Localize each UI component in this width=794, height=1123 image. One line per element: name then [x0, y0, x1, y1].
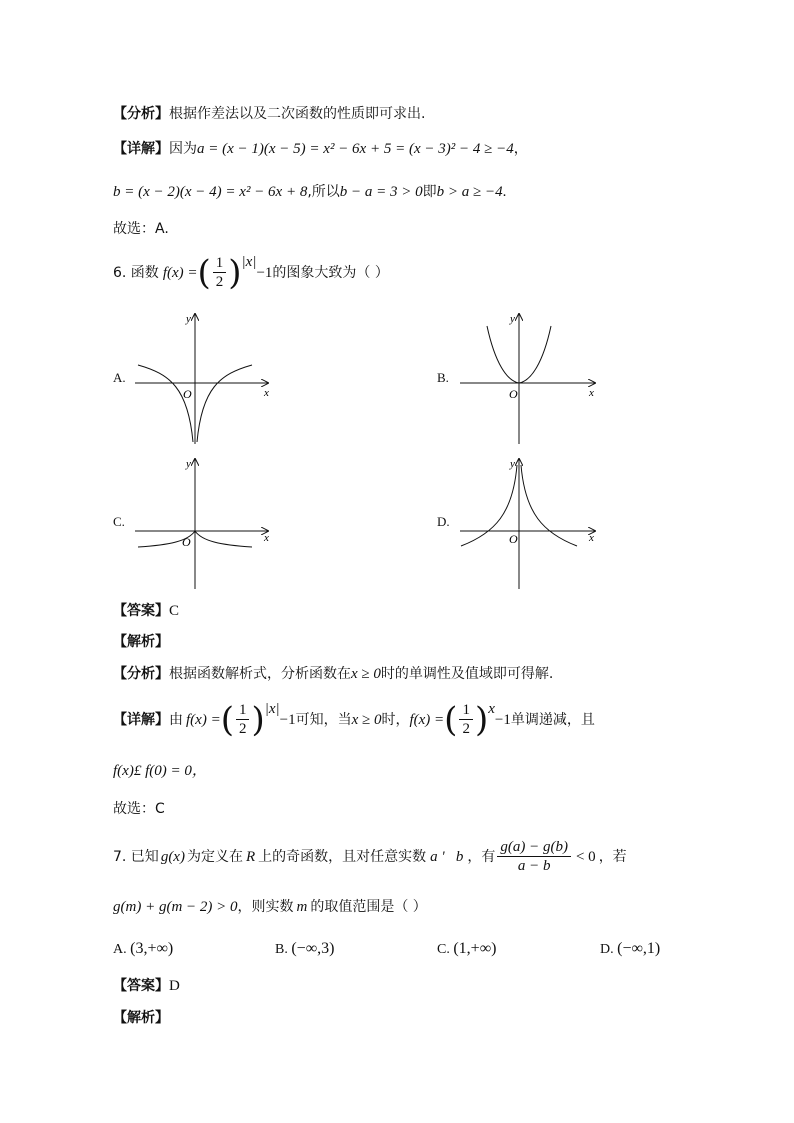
text: 上的奇函数，且对任意实数 — [258, 848, 427, 865]
fraction-den: 2 — [215, 274, 224, 290]
graph-option-d — [455, 453, 605, 593]
exponent-2: x — [488, 701, 495, 717]
inequality: < 0 — [575, 848, 596, 865]
option-value: (−∞,3) — [291, 940, 335, 957]
option-value: (−∞,1) — [617, 940, 661, 957]
paren-close: ) — [228, 252, 242, 293]
fraction-num: 1 — [236, 701, 250, 720]
detail-mid2: 时， — [381, 711, 410, 728]
analysis-line-q6 — [113, 664, 553, 684]
text-ji: 即 — [422, 184, 437, 200]
y-label: y — [186, 313, 191, 325]
curve-right — [521, 465, 577, 546]
gx: g(x) — [160, 848, 185, 865]
fraction-den: a − b — [517, 858, 551, 874]
option-value: (3,+∞) — [130, 940, 174, 957]
paren-open: ( — [197, 252, 211, 293]
detail-tag: 【详解】 — [113, 711, 169, 728]
exponent: |x| — [264, 701, 280, 717]
origin-label: O — [182, 535, 191, 549]
punct: . — [502, 184, 507, 200]
jiexi-tag-q7: 【解析】 — [113, 1010, 169, 1026]
option-b-label: B. — [437, 370, 449, 385]
question-7 — [113, 838, 627, 875]
paren-close: ) — [474, 699, 489, 740]
fraction-half — [213, 254, 227, 291]
y-label: y — [186, 458, 191, 470]
origin-label: O — [509, 387, 518, 401]
option-c — [437, 940, 496, 958]
paren-open: ( — [444, 699, 458, 740]
x-label: x — [264, 532, 269, 544]
detail-line-q6-2: f(x)£ f(0) = 0， — [113, 763, 207, 779]
fraction-half-2 — [459, 701, 473, 738]
graph-option-a — [130, 308, 280, 448]
x-label: x — [264, 387, 269, 399]
answer-tag: 【答案】 — [113, 978, 169, 994]
equation-compare: b > a ≥ −4 — [436, 184, 503, 200]
answer-value: D — [169, 978, 180, 994]
answer-line-q7 — [113, 976, 180, 996]
question-7-line-2 — [113, 897, 427, 917]
graph-option-c — [130, 453, 280, 593]
x-label: x — [589, 387, 594, 399]
curve-right — [197, 365, 252, 442]
x-label: x — [589, 532, 594, 544]
minus-one-2: −1 — [494, 711, 511, 728]
condition: x ≥ 0 — [351, 711, 382, 728]
text: 的取值范围是（ ） — [310, 899, 427, 915]
minus-one: −1 — [256, 264, 273, 281]
detail-lead: 因为 — [169, 141, 197, 157]
analysis-tag: 【分析】 — [113, 106, 169, 122]
option-value: (1,+∞) — [453, 940, 497, 957]
fraction-half — [236, 701, 250, 738]
paren-close: ) — [251, 699, 265, 740]
function-name-2: f(x) = — [409, 711, 445, 728]
fraction-num: 1 — [213, 254, 227, 273]
jiexi-tag-q6: 【解析】 — [113, 634, 169, 650]
detail-tag: 【详解】 — [113, 141, 169, 157]
detail-line-q5-2 — [113, 182, 506, 202]
equation-diff: b − a = 3 > 0 — [339, 184, 423, 200]
equation-a: a = (x − 1)(x − 5) = x² − 6x + 5 = (x − 3)² − 4 ≥ −4 — [197, 141, 514, 157]
question-number: 7. 已知 — [113, 848, 159, 865]
detail-mid: 可知，当 — [295, 711, 352, 728]
option-d-label: D. — [437, 514, 450, 529]
question-6 — [113, 254, 389, 291]
paren-open: ( — [220, 699, 234, 740]
question-text: 的图象大致为（ ） — [272, 264, 389, 281]
option-b — [275, 940, 334, 958]
option-c-label: C. — [113, 514, 125, 529]
option-a — [113, 940, 173, 958]
text: 为定义在 — [186, 848, 243, 865]
option-label: B. — [275, 942, 288, 957]
analysis-line-q5 — [113, 104, 425, 124]
minus-one: −1 — [279, 711, 296, 728]
detail-line-q5-1 — [113, 139, 528, 159]
detail-pre: 由 — [169, 711, 183, 728]
detail-line-q6 — [113, 701, 595, 738]
choice-q6: 故选：C — [113, 801, 165, 817]
question-number: 6. 函数 — [113, 264, 159, 281]
answer-line-q6 — [113, 601, 179, 621]
analysis-tag: 【分析】 — [113, 666, 169, 682]
inequality-gm: g(m) + g(m − 2) > 0 — [113, 899, 238, 915]
option-label: D. — [600, 942, 614, 957]
fraction-den: 2 — [462, 721, 470, 737]
origin-label: O — [509, 532, 518, 546]
punct: ， — [513, 141, 528, 157]
y-label: y — [510, 458, 515, 470]
var-m: m — [296, 899, 308, 915]
text: ，有 — [467, 848, 496, 865]
difference-quotient — [497, 838, 571, 875]
y-label: y — [510, 313, 515, 325]
graph-option-b — [455, 308, 605, 448]
analysis-pre: 根据函数解析式，分析函数在 — [169, 666, 351, 682]
option-d — [600, 940, 660, 958]
text: ，若 — [598, 848, 627, 865]
a-ne-b: a ' b — [430, 848, 464, 865]
condition: x ≥ 0 — [351, 666, 381, 682]
fraction-num: 1 — [459, 701, 473, 720]
set-r: R — [245, 848, 256, 865]
function-name: f(x) = — [162, 264, 198, 281]
analysis-text: 根据作差法以及二次函数的性质即可求出. — [169, 106, 426, 122]
analysis-post: 时的单调性及值域即可得解. — [380, 666, 554, 682]
function-name: f(x) = — [186, 711, 221, 728]
curve-left — [138, 365, 193, 442]
text: ，则实数 — [237, 899, 294, 915]
option-label: C. — [437, 942, 450, 957]
fraction-num: g(a) − g(b) — [497, 838, 571, 857]
option-label: A. — [113, 942, 127, 957]
origin-label: O — [183, 387, 192, 401]
equation-b: b = (x − 2)(x − 4) = x² − 6x + 8 — [113, 184, 308, 200]
text-so: ,所以 — [307, 184, 340, 200]
fraction-den: 2 — [238, 721, 247, 737]
answer-tag: 【答案】 — [113, 603, 169, 619]
exponent: |x| — [241, 254, 257, 270]
choice-q5: 故选：A. — [113, 221, 169, 237]
option-a-label: A. — [113, 370, 126, 385]
answer-value: C — [169, 603, 180, 619]
detail-end: 单调递减，且 — [510, 711, 595, 728]
